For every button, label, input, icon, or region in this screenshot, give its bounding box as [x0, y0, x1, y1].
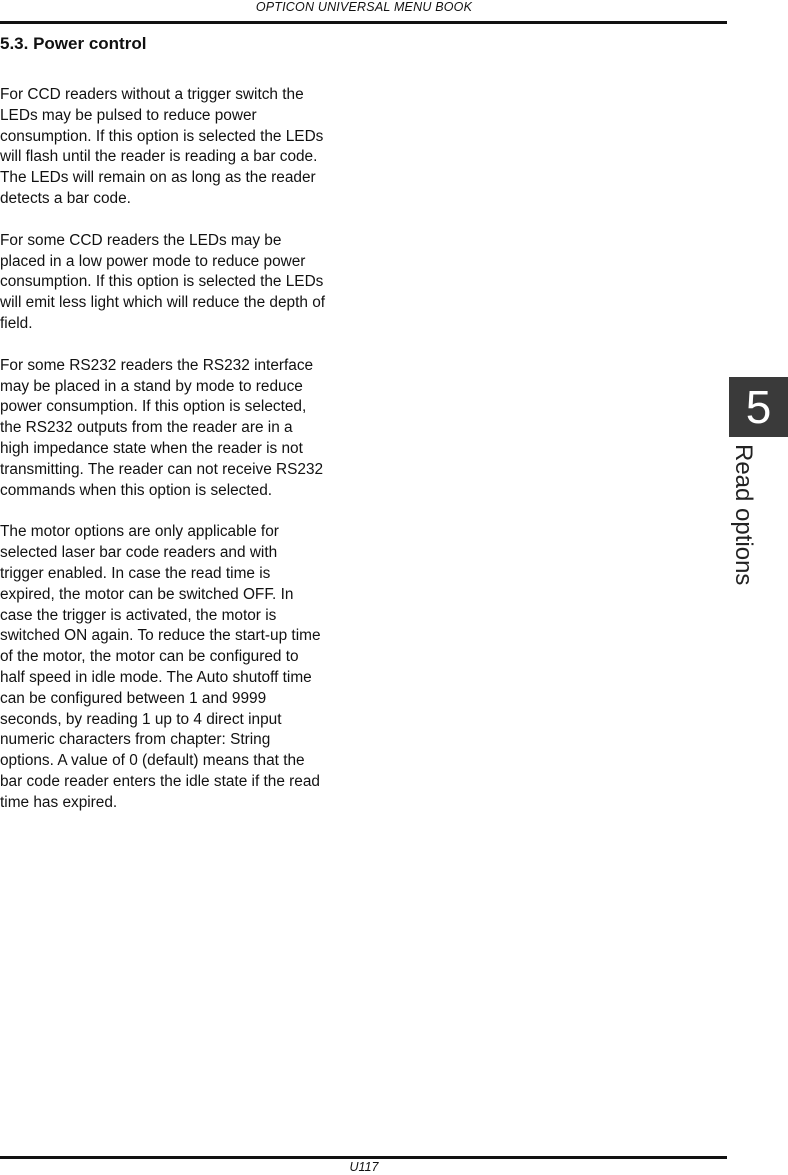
section-heading: 5.3. Power control: [0, 34, 147, 53]
running-header: OPTICON UNIVERSAL MENU BOOK: [255, 0, 473, 14]
page-number: U117: [349, 1160, 379, 1174]
paragraph-led-low-power: For some CCD readers the LEDs may be placed in a low power mode to reduce power consumption. If this option is selected the LEDs will emit less light which will reduce the depth of field.: [0, 231, 326, 332]
paragraph-motor-options: The motor options are only applicable for selected laser bar code readers and with trigger enabled. In case the read time is expired, the motor can be switched OFF. In case the trigger is activated, the motor is switched ON again. To reduce the start-up time of the motor, the motor can be configured to half speed in idle mode. The Auto shutoff time can be configured between 1 and 9999 seconds, by reading 1 up to 4 direct input numeric characters from chapter: String options. A value of 0 (default) means that the bar code reader enters the idle state if the read time has expired.: [0, 523, 321, 811]
paragraph-rs232-standby: For some RS232 readers the RS232 interface may be placed in a stand by mode to reduce power consumption. If this option is selected, the RS232 outputs from the reader are in a high impedance state when the reader is not transmitting. The reader can not receive RS232 commands when this option is selected.: [0, 356, 324, 499]
footer-divider: [0, 1156, 727, 1159]
section-body: [0, 85, 348, 835]
chapter-number: 5: [745, 381, 772, 433]
chapter-label: Read options: [730, 444, 757, 586]
paragraph-led-pulse: For CCD readers without a trigger switch the LEDs may be pulsed to reduce power consumption. If this option is selected the LEDs will flash until the reader is reading a bar code. The LEDs will remain on as long as the reader detects a bar code.: [0, 86, 324, 207]
chapter-tab: [729, 377, 788, 437]
header-divider: [0, 21, 727, 24]
